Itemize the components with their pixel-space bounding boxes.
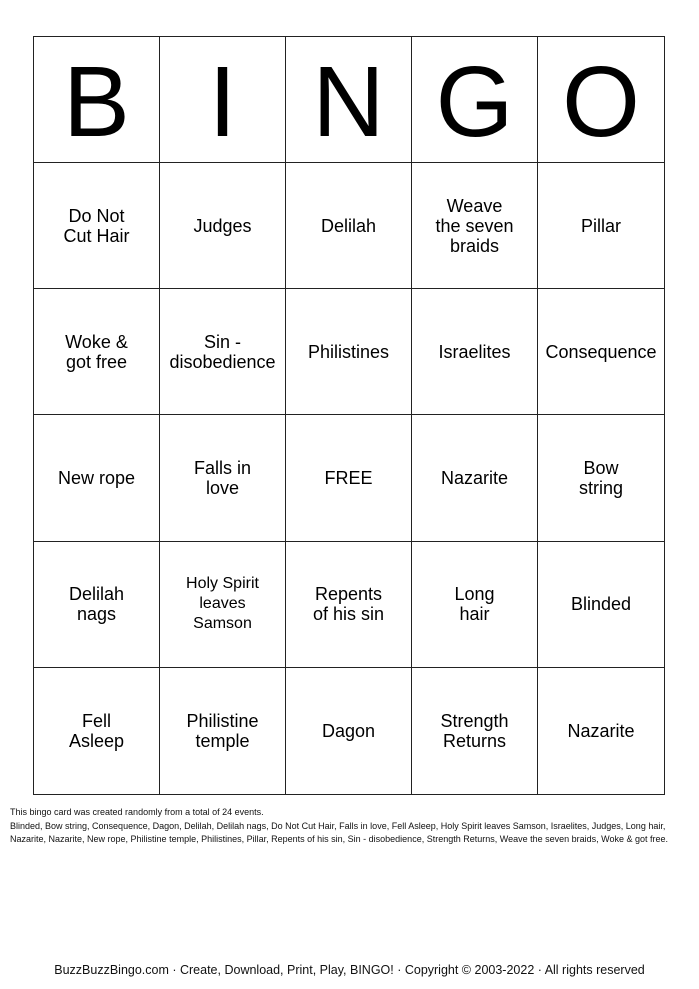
bingo-cell: Consequence — [538, 289, 664, 415]
card-generation-note: This bingo card was created randomly from a total of 24 events. — [10, 807, 264, 817]
bingo-cell: Nazarite — [567, 720, 635, 741]
bingo-cell: Long hair — [412, 542, 538, 668]
bingo-cell: Philistine temple — [160, 668, 286, 794]
bingo-cell: New rope — [34, 415, 160, 541]
card-footer-notes — [10, 806, 690, 847]
header-letter-o: O — [538, 37, 664, 163]
bingo-cell: Pillar — [538, 163, 664, 289]
bingo-cell: Holy Spirit leaves Samson — [160, 542, 286, 668]
bingo-cell: Repents of his sin — [286, 542, 412, 668]
bingo-cell: Weave the seven braids — [412, 163, 538, 289]
bingo-cell: Woke & got free — [34, 289, 160, 415]
event-list: Blinded, Bow string, Consequence, Dagon, Delilah, Delilah nags, Do Not Cut Hair, Falls in love, Fell Asleep, Holy Spirit leaves Samson, Israelites, Judges, Long hair, Nazarite, Nazarite, New rope, Philistine temple, Philistines, Pillar, Repents of his sin, Sin - disobedience, Strength Returns, Weave the seven braids, Woke & got free. — [10, 820, 668, 844]
bingo-cell: Bow string — [538, 415, 664, 541]
bingo-cell: Judges — [160, 163, 286, 289]
bingo-cell: Delilah — [286, 163, 412, 289]
bingo-cell: Blinded — [538, 542, 664, 668]
bingo-cell: Philistines — [286, 289, 412, 415]
bingo-cell: Israelites — [412, 289, 538, 415]
header-letter-g: G — [412, 37, 538, 163]
bingo-cell: Nazarite — [412, 415, 538, 541]
header-letter-n: N — [286, 37, 412, 163]
copyright-line: BuzzBuzzBingo.com · Create, Download, Print, Play, BINGO! · Copyright © 2003-2022 · All rights reserved — [54, 963, 645, 977]
bingo-cell: Fell Asleep — [34, 668, 160, 794]
bingo-card — [33, 36, 665, 795]
header-letter-i: I — [160, 37, 286, 163]
bingo-cell: Do Not Cut Hair — [34, 163, 160, 289]
bingo-cell: Delilah nags — [34, 542, 160, 668]
bingo-cell: Strength Returns — [412, 668, 538, 794]
free-space-cell: FREE — [286, 415, 412, 541]
bingo-cell: Dagon — [286, 668, 412, 794]
bingo-cell: Falls in love — [160, 415, 286, 541]
bingo-cell: Sin - disobedience — [160, 289, 286, 415]
header-letter-b: B — [34, 37, 160, 163]
